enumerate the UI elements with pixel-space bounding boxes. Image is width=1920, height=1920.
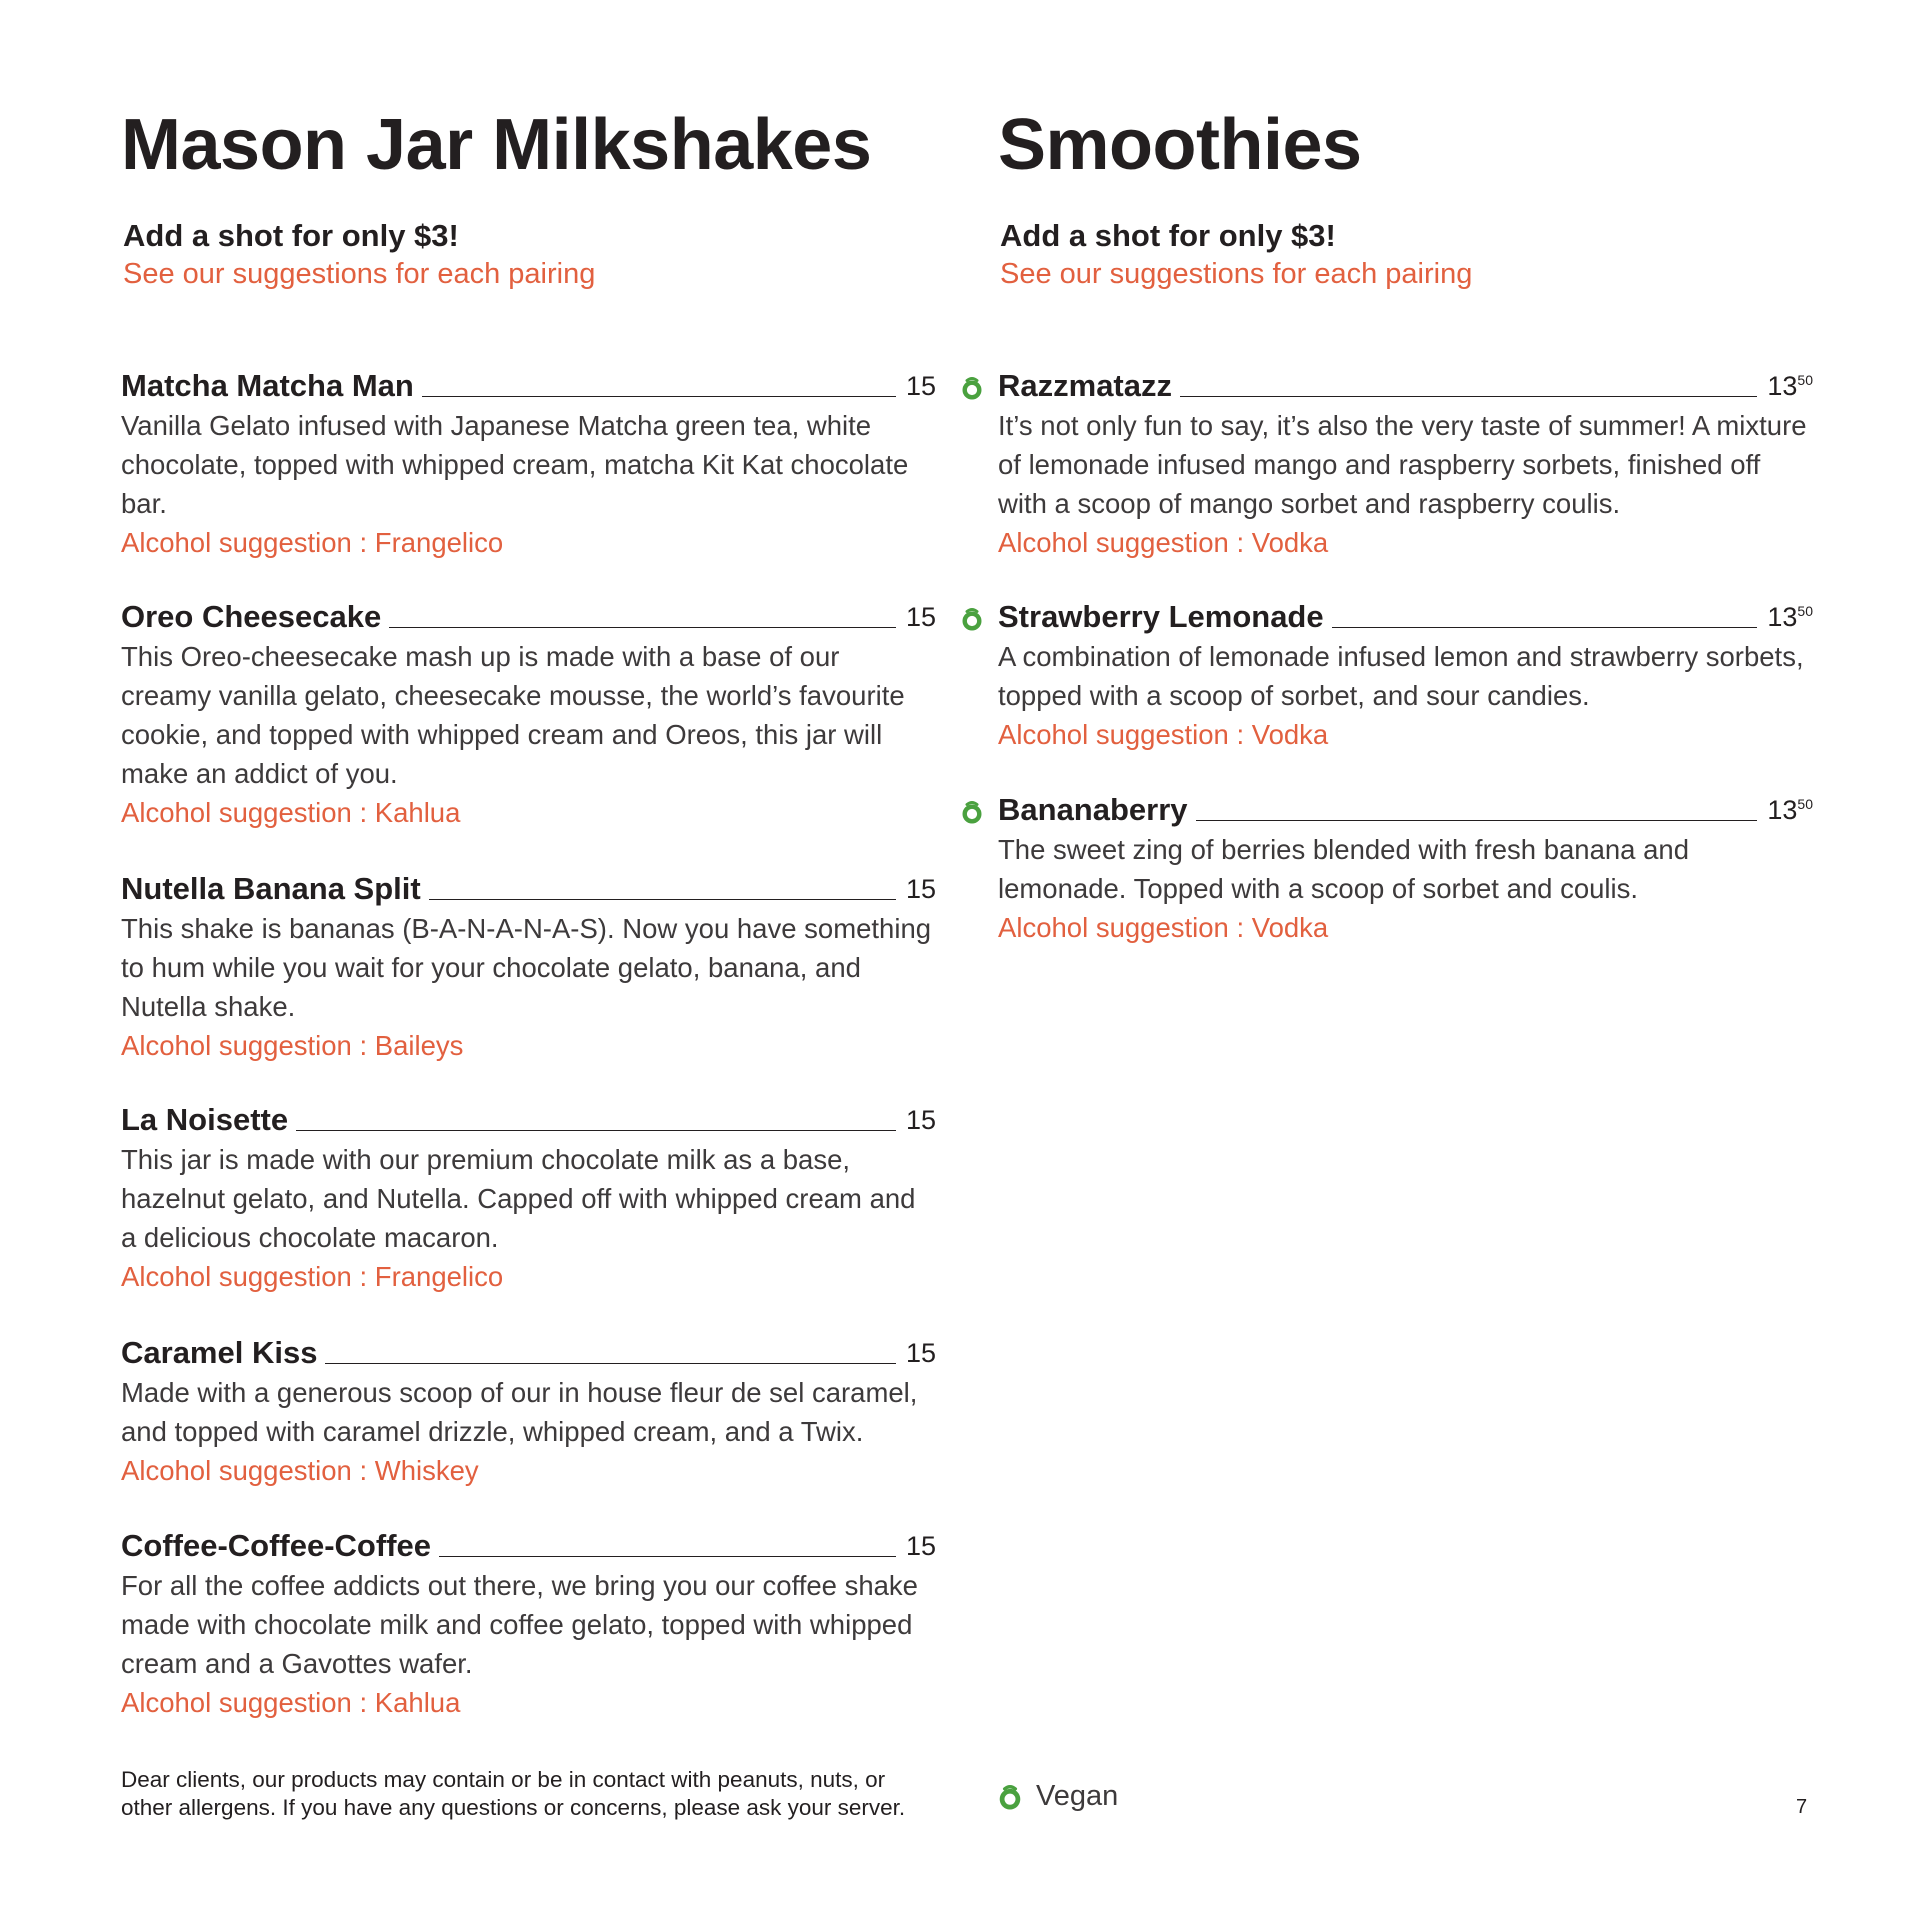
- menu-item-price: 15: [905, 371, 936, 401]
- menu-item-price: [1767, 597, 1813, 637]
- menu-item-description: Made with a generous scoop of our in house fleur de sel caramel, and topped with caramel drizzle, whipped cream, and a Twix.: [121, 1377, 918, 1447]
- menu-item-description: This Oreo-cheesecake mash up is made with a base of our creamy vanilla gelato, cheesecake mousse, the world’s favourite cookie, and topped with whipped cream and Oreos, this jar will make an addict of you.: [121, 641, 905, 789]
- dot-leader: [1332, 627, 1758, 628]
- milkshakes-shot-offer: Add a shot for only $3!: [123, 218, 459, 253]
- dot-leader: [1180, 396, 1757, 397]
- menu-item-alcohol-suggestion: Alcohol suggestion : Vodka: [998, 719, 1329, 750]
- price-main: 13: [1767, 371, 1798, 401]
- menu-item-description: Vanilla Gelato infused with Japanese Matcha green tea, white chocolate, topped with whipped cream, matcha Kit Kat chocolate bar.: [121, 410, 909, 519]
- price-cents: 50: [1797, 796, 1813, 812]
- vegan-leaf-icon: [998, 1784, 1022, 1810]
- menu-item: [121, 597, 936, 832]
- menu-item-alcohol-suggestion: Alcohol suggestion : Baileys: [121, 1030, 464, 1061]
- menu-item-price: [1767, 366, 1813, 406]
- menu-item: [998, 790, 1813, 947]
- dot-leader: [296, 1130, 896, 1131]
- menu-item-description: This jar is made with our premium chocolate milk as a base, hazelnut gelato, and Nutella. Capped off with whipped cream and a delicious chocolate macaron.: [121, 1144, 916, 1253]
- menu-item-name: Coffee-Coffee-Coffee: [121, 1528, 431, 1563]
- dot-leader: [429, 899, 896, 900]
- smoothies-shot-offer: Add a shot for only $3!: [1000, 218, 1336, 253]
- menu-item-description: The sweet zing of berries blended with fresh banana and lemonade. Topped with a scoop of sorbet and coulis.: [998, 834, 1689, 904]
- dot-leader: [1196, 820, 1758, 821]
- menu-item-description: This shake is bananas (B-A-N-A-N-A-S). Now you have something to hum while you wait for your chocolate gelato, banana, and Nutella shake.: [121, 913, 932, 1022]
- menu-item-header: [121, 1333, 936, 1373]
- menu-item-header: [998, 790, 1813, 830]
- price-cents: 50: [1797, 372, 1813, 388]
- menu-item-name: Oreo Cheesecake: [121, 599, 382, 634]
- menu-item-description: For all the coffee addicts out there, we bring you our coffee shake made with chocolate milk and coffee gelato, topped with whipped cream and a Gavottes wafer.: [121, 1570, 918, 1679]
- vegan-legend: [998, 1780, 1118, 1813]
- dot-leader: [325, 1363, 896, 1364]
- menu-item-name: Caramel Kiss: [121, 1335, 318, 1370]
- menu-item-price: 15: [905, 1338, 936, 1368]
- menu-item-header: [121, 597, 936, 637]
- menu-item-alcohol-suggestion: Alcohol suggestion : Frangelico: [121, 1261, 504, 1292]
- menu-item: [121, 1100, 936, 1296]
- menu-item-name: Bananaberry: [998, 792, 1188, 827]
- menu-item-alcohol-suggestion: Alcohol suggestion : Kahlua: [121, 1687, 461, 1718]
- menu-item-name: Matcha Matcha Man: [121, 368, 414, 403]
- page-number: 7: [1796, 1796, 1808, 1818]
- menu-item-price: 15: [905, 1531, 936, 1561]
- price-cents: 50: [1797, 603, 1813, 619]
- menu-item: [121, 366, 936, 562]
- menu-item-name: Nutella Banana Split: [121, 871, 421, 906]
- menu-item-header: [121, 1526, 936, 1566]
- menu-item-header: [121, 366, 936, 406]
- vegan-leaf-icon: [961, 800, 983, 824]
- menu-item-description: A combination of lemonade infused lemon and strawberry sorbets, topped with a scoop of sorbet, and sour candies.: [998, 641, 1804, 711]
- menu-item-header: [998, 597, 1813, 637]
- dot-leader: [389, 627, 896, 628]
- menu-item-price: 15: [905, 874, 936, 904]
- menu-item-name: Strawberry Lemonade: [998, 599, 1324, 634]
- menu-item-alcohol-suggestion: Alcohol suggestion : Whiskey: [121, 1455, 479, 1486]
- menu-item-header: [121, 1100, 936, 1140]
- vegan-legend-label: Vegan: [1036, 1780, 1119, 1812]
- menu-item-alcohol-suggestion: Alcohol suggestion : Kahlua: [121, 797, 461, 828]
- menu-item-price: 15: [905, 1105, 936, 1135]
- price-main: 13: [1767, 602, 1798, 632]
- menu-item: [121, 1526, 936, 1722]
- menu-item-description: It’s not only fun to say, it’s also the very taste of summer! A mixture of lemonade infused mango and raspberry sorbets, finished off with a scoop of mango sorbet and raspberry coulis.: [998, 410, 1807, 519]
- menu-item-name: Razzmatazz: [998, 368, 1172, 403]
- menu-item-header: [998, 366, 1813, 406]
- smoothies-title: Smoothies: [998, 105, 1362, 185]
- menu-item-alcohol-suggestion: Alcohol suggestion : Vodka: [998, 912, 1329, 943]
- vegan-leaf-icon: [961, 607, 983, 631]
- vegan-leaf-icon: [961, 376, 983, 400]
- menu-item: [998, 597, 1813, 754]
- menu-item-name: La Noisette: [121, 1102, 289, 1137]
- menu-item-price: [1767, 790, 1813, 830]
- dot-leader: [439, 1556, 896, 1557]
- menu-item-alcohol-suggestion: Alcohol suggestion : Frangelico: [121, 527, 504, 558]
- menu-item: [121, 1333, 936, 1490]
- milkshakes-pairing-note: See our suggestions for each pairing: [123, 258, 596, 290]
- menu-item: [121, 869, 936, 1065]
- menu-item-alcohol-suggestion: Alcohol suggestion : Vodka: [998, 527, 1329, 558]
- price-main: 13: [1767, 795, 1798, 825]
- menu-item-header: [121, 869, 936, 909]
- dot-leader: [422, 396, 896, 397]
- menu-item-price: 15: [905, 602, 936, 632]
- menu-item: [998, 366, 1813, 562]
- milkshakes-title: Mason Jar Milkshakes: [121, 105, 872, 185]
- smoothies-pairing-note: See our suggestions for each pairing: [1000, 258, 1473, 290]
- allergen-notice: Dear clients, our products may contain or be in contact with peanuts, nuts, or other allergens. If you have any questions or concerns, please ask your server.: [121, 1767, 906, 1820]
